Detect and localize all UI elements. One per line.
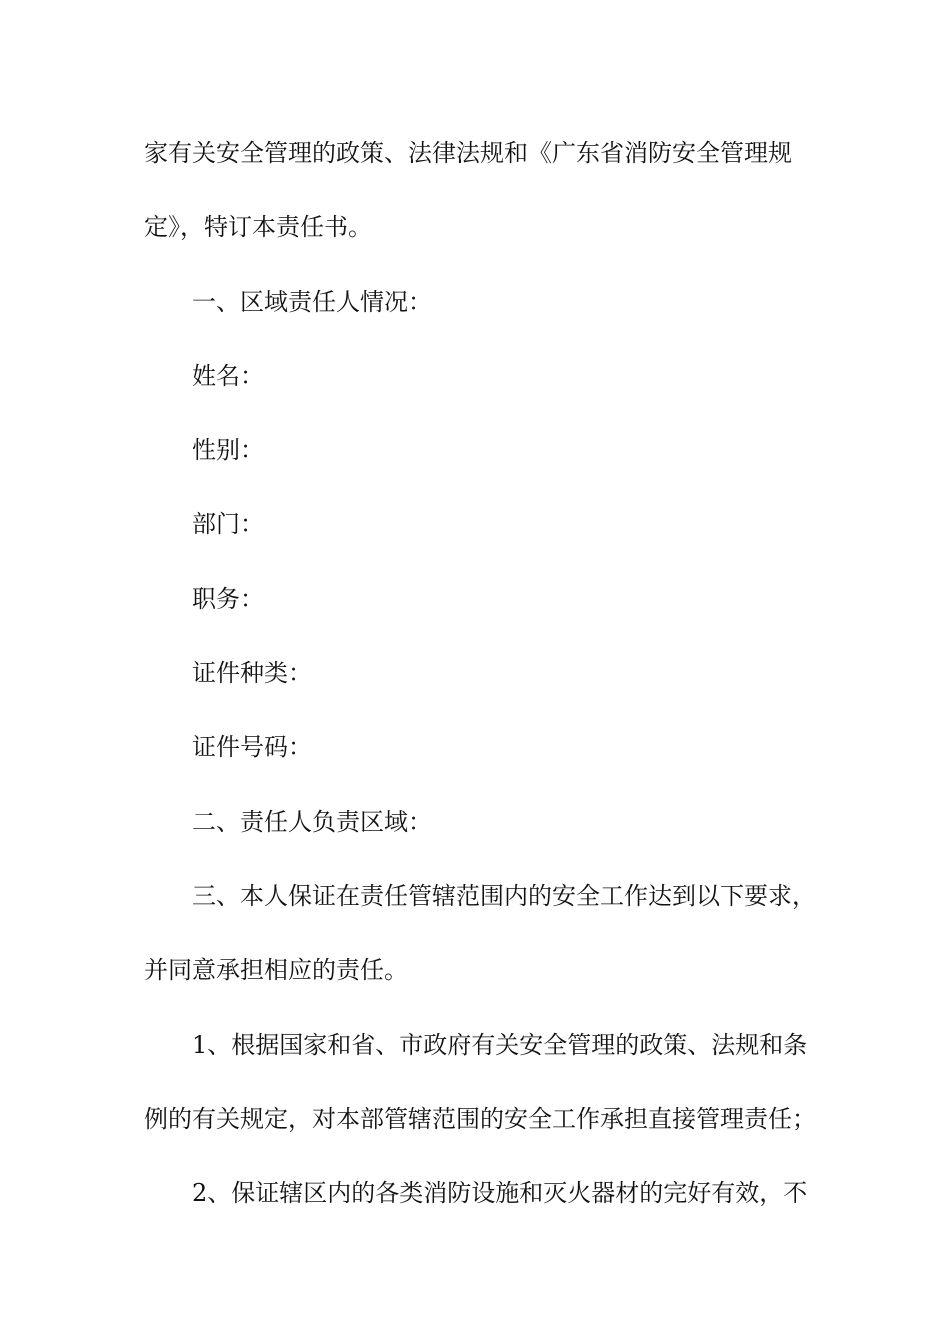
field-label-id-number: 证件号码：: [192, 733, 312, 762]
paragraph-line: 并同意承担相应的责任。: [144, 956, 408, 985]
section-heading: 一、区域责任人情况：: [192, 287, 432, 316]
field-label-gender: 性别：: [192, 436, 264, 465]
list-item-line: 1、根据国家和省、市政府有关安全管理的政策、法规和条: [192, 1030, 808, 1059]
field-label-position: 职务：: [192, 584, 264, 613]
paragraph-line: 定》，特订本责任书。: [144, 213, 372, 242]
field-label-name: 姓名：: [192, 361, 264, 390]
list-item-line: 例的有关规定，对本部管辖范围的安全工作承担直接管理责任；: [144, 1104, 816, 1133]
field-label-department: 部门：: [192, 510, 264, 539]
document-body: [144, 129, 814, 1243]
section-heading: 三、本人保证在责任管辖范围内的安全工作达到以下要求，: [192, 881, 816, 910]
paragraph-line: 家有关安全管理的政策、法律法规和《广东省消防安全管理规: [144, 139, 792, 167]
list-item-line: 2、保证辖区内的各类消防设施和灭火器材的完好有效，不: [192, 1179, 808, 1208]
field-label-id-type: 证件种类：: [192, 659, 312, 688]
section-heading: 二、责任人负责区域：: [192, 807, 432, 836]
